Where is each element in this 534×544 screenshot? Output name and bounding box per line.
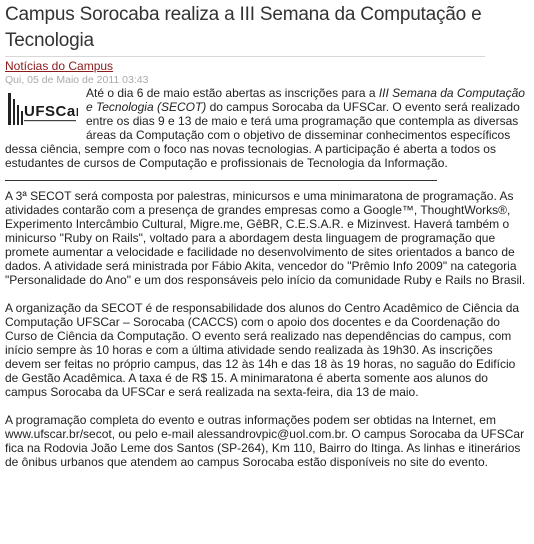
paragraph-1: A 3ª SECOT será composta por palestras, minicursos e uma minimaratona de programação. As atividades contarão com a presença de grandes empresas como a Google™, ThoughtWorks®, Experimento Intercâmbio Cultural, Migre.me, GêBR, C.E.S.A.R. e Mizinvest. Haverá também o minicurso "Ruby on Rails", voltado para a abordagem desta linguagem de programação que promete aumentar a velocidade e facilidade no desenvolvimento de sites orientados a banco de dados. A atividade será ministrada por Fábio Akita, vencedor do "Prêmio Info 2009" na categoria "Personalidade do Ano" e um dos responsáveis pelo início da comunidade Ruby e Rails no Brasil. (5, 189, 526, 287)
article-dateline: Qui, 05 de Maio de 2011 03:43 (5, 74, 149, 86)
svg-text:UFSCar: UFSCar (24, 103, 78, 120)
lead-text-end: do campus Sorocaba da UFSCar. O evento será realizado entre os dias 9 e 13 de maio e terá uma programação que contempla as diversas áreas da Computação com o objetivo de disseminar conhecimentos específicos dessa ciência, sempre com o foco nas novas tecnologias. A participação é aberta a todos os estudantes de cursos de Computação e profissionais de Tecnologia da Informação. (5, 100, 520, 170)
event-name: III Semana da Computação e Tecnologia (SECOT) (86, 86, 525, 114)
lead-paragraph (5, 86, 530, 170)
article-title: Campus Sorocaba realiza a III Semana da Computação e Tecnologia (5, 4, 482, 51)
ufscar-logo-icon (6, 89, 78, 129)
section-link[interactable]: Notícias do Campus (5, 59, 114, 73)
lead-divider (5, 180, 437, 181)
paragraph-2: A organização da SECOT é de responsabilidade dos alunos do Centro Acadêmico de Ciência da Computação UFSCar – Sorocaba (CACCS) com o apoio dos docentes e da Coordenação do Curso de Ciência da Computação. O evento será realizado nas dependências do campus, com início sempre às 10 horas e com a última atividade sendo realizada às 19h30. As inscrições devem ser feitas no próprio campus, das 12 às 14h e das 18 às 19 horas, no saguão do Edifício de Gestão Acadêmica. A taxa é de R$ 15. A minimaratona é aberta somente aos alunos do campus Sorocaba da UFSCar e será realizada na sexta-feira, dia 13 de maio. (5, 301, 520, 399)
lead-text-start: Até o dia 6 de maio estão abertas as inscrições para a (86, 86, 379, 100)
title-divider (5, 56, 485, 57)
article (5, 0, 530, 483)
lead-block (5, 86, 530, 170)
paragraph-3: A programação completa do evento e outras informações podem ser obtidas na Internet, em www.ufscar.br/secot, ou pelo e-mail alessandrovpic@uol.com.br. O campus Sorocaba da UFSCar fica na Rodovia João Leme dos Santos (SP-264), Km 110, Bairro do Itinga. As linhas e itinerários de ônibus urbanos que atendem ao campus Sorocaba estão disponíveis no site do evento. (5, 413, 525, 469)
